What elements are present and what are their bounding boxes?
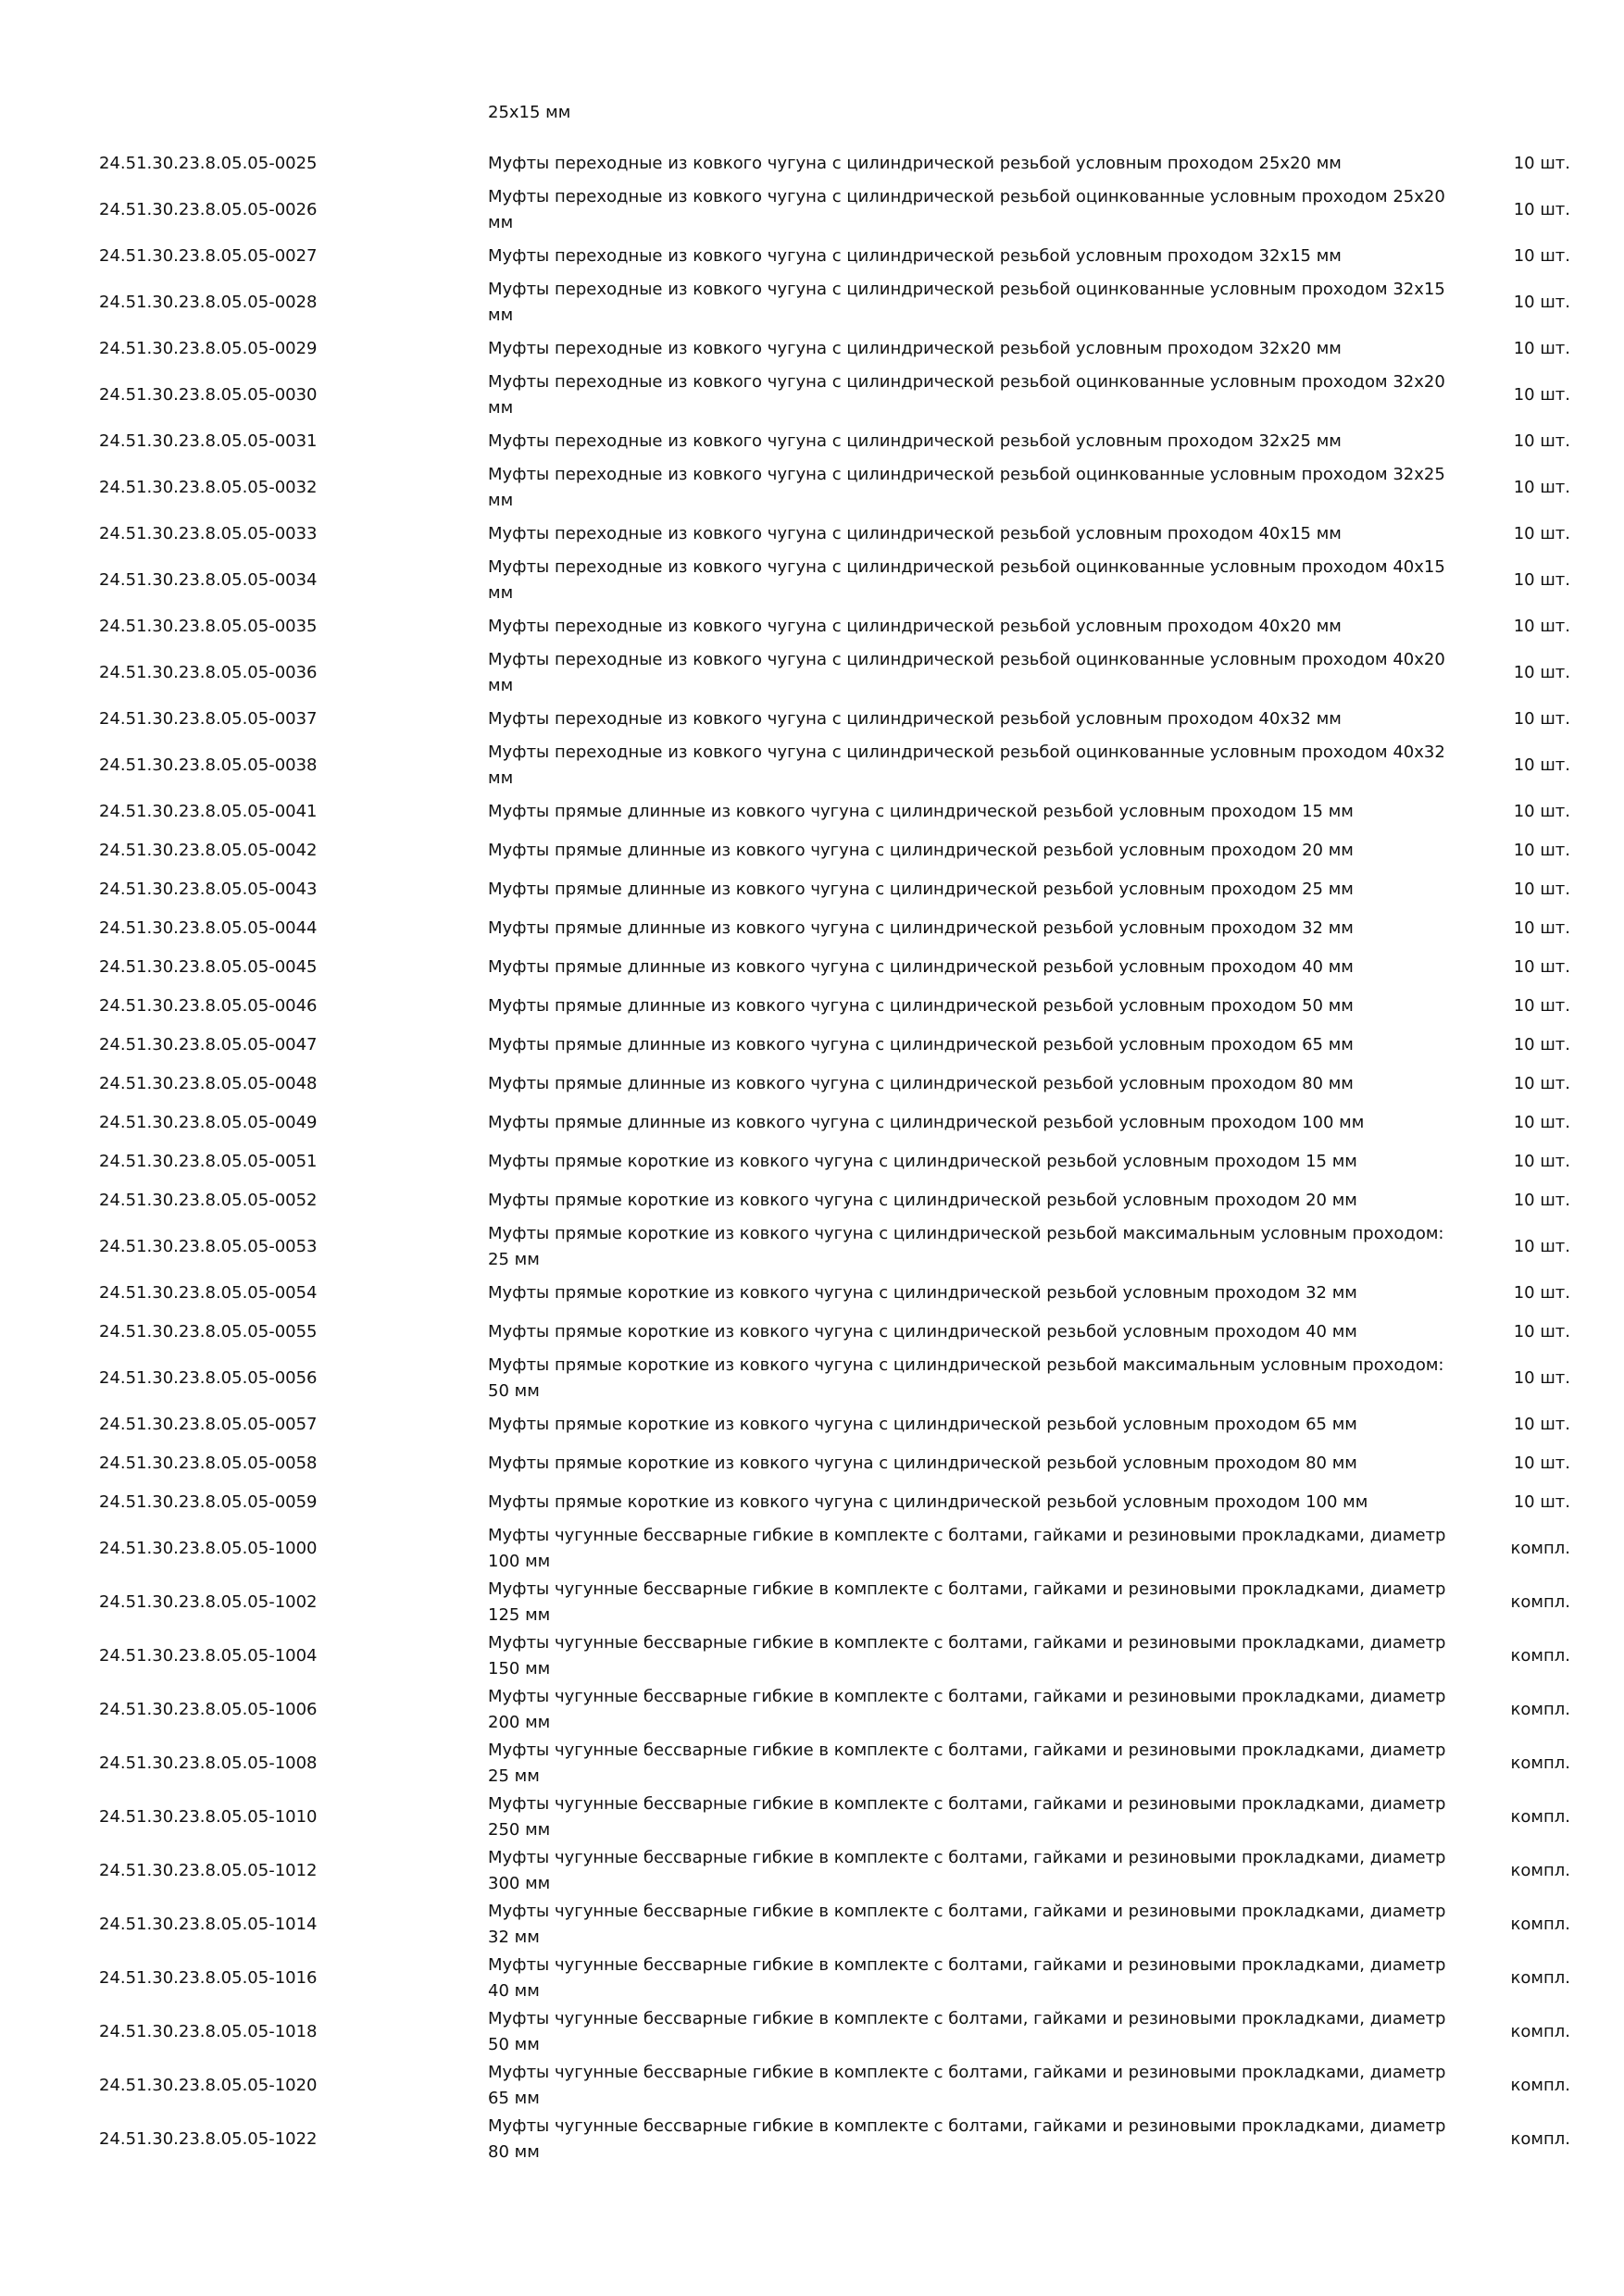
table-row — [0, 1104, 1624, 1142]
table-row — [0, 276, 1624, 330]
table-row — [0, 2005, 1624, 2059]
table-row — [0, 1629, 1624, 1683]
item-description: Муфты чугунные бессварные гибкие в комплекте с болтами, гайками и резиновыми прокладками, диаметр 65 мм — [488, 2063, 1446, 2108]
materials-table — [0, 144, 1624, 2166]
item-code: 24.51.30.23.8.05.05-0058 — [99, 1454, 318, 1473]
table-row — [0, 2059, 1624, 2113]
item-code: 24.51.30.23.8.05.05-0049 — [99, 1113, 318, 1132]
item-description: Муфты прямые длинные из ковкого чугуна с цилиндрической резьбой условным проходом 65 мм — [488, 1035, 1354, 1054]
item-code: 24.51.30.23.8.05.05-0055 — [99, 1322, 318, 1341]
item-description: Муфты переходные из ковкого чугуна с цилиндрической резьбой оцинкованные условным проходом 40x20 мм — [488, 650, 1445, 695]
item-unit: 10 шт. — [1513, 1035, 1570, 1054]
item-code: 24.51.30.23.8.05.05-0036 — [99, 663, 318, 682]
item-description: Муфты переходные из ковкого чугуна с цилиндрической резьбой оцинкованные условным проходом 40x15 мм — [488, 557, 1445, 603]
table-row — [0, 422, 1624, 461]
item-unit: компл. — [1510, 1592, 1570, 1612]
item-code: 24.51.30.23.8.05.05-0034 — [99, 570, 318, 590]
item-unit: компл. — [1510, 1807, 1570, 1827]
item-description: Муфты прямые короткие из ковкого чугуна с цилиндрической резьбой максимальным условным проходом: 50 мм — [488, 1355, 1444, 1401]
item-description: Муфты переходные из ковкого чугуна с цилиндрической резьбой условным проходом 32x25 мм — [488, 431, 1342, 451]
table-row — [0, 1026, 1624, 1065]
item-unit: 10 шт. — [1513, 841, 1570, 860]
item-unit: 10 шт. — [1513, 478, 1570, 497]
table-row — [0, 1352, 1624, 1405]
item-code: 24.51.30.23.8.05.05-0027 — [99, 246, 318, 266]
item-description: Муфты чугунные бессварные гибкие в комплекте с болтами, гайками и резиновыми прокладками, диаметр 50 мм — [488, 2009, 1446, 2054]
item-description: Муфты прямые длинные из ковкого чугуна с цилиндрической резьбой условным проходом 25 мм — [488, 880, 1354, 899]
item-description: Муфты переходные из ковкого чугуна с цилиндрической резьбой условным проходом 32x15 мм — [488, 246, 1342, 266]
item-unit: 10 шт. — [1513, 1237, 1570, 1256]
item-code: 24.51.30.23.8.05.05-0045 — [99, 957, 318, 977]
item-description: Муфты прямые короткие из ковкого чугуна с цилиндрической резьбой условным проходом 100 мм — [488, 1492, 1368, 1512]
item-unit: 10 шт. — [1513, 957, 1570, 977]
table-row — [0, 646, 1624, 700]
item-unit: 10 шт. — [1513, 663, 1570, 682]
item-description: Муфты чугунные бессварные гибкие в комплекте с болтами, гайками и резиновыми прокладками, диаметр 100 мм — [488, 1526, 1446, 1571]
item-description: Муфты чугунные бессварные гибкие в комплекте с болтами, гайками и резиновыми прокладками, диаметр 250 мм — [488, 1794, 1446, 1840]
table-row — [0, 368, 1624, 422]
table-row — [0, 1220, 1624, 1274]
item-description: Муфты прямые короткие из ковкого чугуна с цилиндрической резьбой условным проходом 65 мм — [488, 1415, 1357, 1434]
item-code: 24.51.30.23.8.05.05-1010 — [99, 1807, 318, 1827]
item-description: Муфты переходные из ковкого чугуна с цилиндрической резьбой оцинкованные условным проходом 32x15 мм — [488, 280, 1445, 325]
item-code: 24.51.30.23.8.05.05-1016 — [99, 1968, 318, 1988]
item-code: 24.51.30.23.8.05.05-0025 — [99, 154, 318, 173]
item-code: 24.51.30.23.8.05.05-0028 — [99, 293, 318, 312]
table-row — [0, 831, 1624, 870]
item-unit: 10 шт. — [1513, 431, 1570, 451]
table-row — [0, 1952, 1624, 2005]
item-description: Муфты прямые короткие из ковкого чугуна с цилиндрической резьбой условным проходом 80 мм — [488, 1454, 1357, 1473]
table-row — [0, 1483, 1624, 1522]
item-code: 24.51.30.23.8.05.05-0056 — [99, 1368, 318, 1388]
table-row — [0, 461, 1624, 515]
table-row — [0, 739, 1624, 792]
item-description: Муфты чугунные бессварные гибкие в комплекте с болтами, гайками и резиновыми прокладками, диаметр 300 мм — [488, 1848, 1446, 1893]
item-unit: 10 шт. — [1513, 918, 1570, 938]
item-description: Муфты прямые длинные из ковкого чугуна с цилиндрической резьбой условным проходом 100 мм — [488, 1113, 1365, 1132]
item-unit: компл. — [1510, 1700, 1570, 1719]
item-description: Муфты прямые длинные из ковкого чугуна с цилиндрической резьбой условным проходом 15 мм — [488, 802, 1354, 821]
item-code: 24.51.30.23.8.05.05-0044 — [99, 918, 318, 938]
table-row — [0, 1405, 1624, 1444]
item-description: Муфты прямые длинные из ковкого чугуна с цилиндрической резьбой условным проходом 20 мм — [488, 841, 1354, 860]
table-row — [0, 1313, 1624, 1352]
item-description: Муфты переходные из ковкого чугуна с цилиндрической резьбой оцинкованные условным проходом 25x20 мм — [488, 187, 1445, 232]
item-description: Муфты чугунные бессварные гибкие в комплекте с болтами, гайками и резиновыми прокладками, диаметр 125 мм — [488, 1579, 1446, 1625]
item-description: Муфты переходные из ковкого чугуна с цилиндрической резьбой условным проходом 32x20 мм — [488, 339, 1342, 358]
item-code: 24.51.30.23.8.05.05-0032 — [99, 478, 318, 497]
item-unit: 10 шт. — [1513, 570, 1570, 590]
item-code: 24.51.30.23.8.05.05-0041 — [99, 802, 318, 821]
item-unit: компл. — [1510, 1753, 1570, 1773]
table-row — [0, 948, 1624, 987]
item-description: Муфты прямые короткие из ковкого чугуна с цилиндрической резьбой условным проходом 15 мм — [488, 1152, 1357, 1171]
item-description: Муфты прямые короткие из ковкого чугуна с цилиндрической резьбой условным проходом 40 мм — [488, 1322, 1357, 1341]
table-row — [0, 1522, 1624, 1576]
item-unit: 10 шт. — [1513, 709, 1570, 729]
table-row — [0, 987, 1624, 1026]
item-description: Муфты переходные из ковкого чугуна с цилиндрической резьбой оцинкованные условным проходом 32x20 мм — [488, 372, 1445, 418]
item-code: 24.51.30.23.8.05.05-0033 — [99, 524, 318, 543]
table-row — [0, 792, 1624, 831]
item-unit: 10 шт. — [1513, 996, 1570, 1016]
item-unit: 10 шт. — [1513, 802, 1570, 821]
item-description: Муфты чугунные бессварные гибкие в комплекте с болтами, гайками и резиновыми прокладками, диаметр 25 мм — [488, 1741, 1446, 1786]
item-description: Муфты переходные из ковкого чугуна с цилиндрической резьбой условным проходом 40x32 мм — [488, 709, 1342, 729]
table-row — [0, 1737, 1624, 1791]
table-row — [0, 1576, 1624, 1629]
item-unit: компл. — [1510, 1915, 1570, 1934]
item-unit: 10 шт. — [1513, 246, 1570, 266]
item-code: 24.51.30.23.8.05.05-0051 — [99, 1152, 318, 1171]
item-unit: 10 шт. — [1513, 385, 1570, 405]
table-row — [0, 330, 1624, 368]
item-unit: 10 шт. — [1513, 1113, 1570, 1132]
item-description: Муфты переходные из ковкого чугуна с цилиндрической резьбой оцинкованные условным проходом 32x25 мм — [488, 465, 1445, 510]
item-unit: 10 шт. — [1513, 293, 1570, 312]
item-description: Муфты прямые длинные из ковкого чугуна с цилиндрической резьбой условным проходом 80 мм — [488, 1074, 1354, 1093]
item-description: Муфты прямые длинные из ковкого чугуна с цилиндрической резьбой условным проходом 50 мм — [488, 996, 1354, 1016]
item-code: 24.51.30.23.8.05.05-0037 — [99, 709, 318, 729]
item-code: 24.51.30.23.8.05.05-0048 — [99, 1074, 318, 1093]
table-row — [0, 1791, 1624, 1844]
item-unit: 10 шт. — [1513, 1152, 1570, 1171]
table-row — [0, 909, 1624, 948]
item-unit: 10 шт. — [1513, 1454, 1570, 1473]
item-description: Муфты чугунные бессварные гибкие в комплекте с болтами, гайками и резиновыми прокладками, диаметр 200 мм — [488, 1687, 1446, 1732]
item-description: Муфты переходные из ковкого чугуна с цилиндрической резьбой условным проходом 40x20 мм — [488, 617, 1342, 636]
item-unit: 10 шт. — [1513, 1492, 1570, 1512]
item-code: 24.51.30.23.8.05.05-0053 — [99, 1237, 318, 1256]
item-description: Муфты чугунные бессварные гибкие в комплекте с болтами, гайками и резиновыми прокладками, диаметр 32 мм — [488, 1902, 1446, 1947]
table-row — [0, 1142, 1624, 1181]
item-description: Муфты переходные из ковкого чугуна с цилиндрической резьбой оцинкованные условным проходом 40x32 мм — [488, 742, 1445, 788]
item-code: 24.51.30.23.8.05.05-1018 — [99, 2022, 318, 2041]
item-unit: 10 шт. — [1513, 880, 1570, 899]
item-code: 24.51.30.23.8.05.05-0038 — [99, 755, 318, 775]
item-description: Муфты прямые длинные из ковкого чугуна с цилиндрической резьбой условным проходом 32 мм — [488, 918, 1354, 938]
item-description: Муфты переходные из ковкого чугуна с цилиндрической резьбой условным проходом 40x15 мм — [488, 524, 1342, 543]
item-unit: 10 шт. — [1513, 755, 1570, 775]
item-unit: 10 шт. — [1513, 1322, 1570, 1341]
item-code: 24.51.30.23.8.05.05-0026 — [99, 200, 318, 219]
item-code: 24.51.30.23.8.05.05-0042 — [99, 841, 318, 860]
table-row — [0, 554, 1624, 607]
item-unit: 10 шт. — [1513, 617, 1570, 636]
item-unit: компл. — [1510, 1861, 1570, 1880]
item-code: 24.51.30.23.8.05.05-0054 — [99, 1283, 318, 1303]
table-row — [0, 1898, 1624, 1952]
item-code: 24.51.30.23.8.05.05-0029 — [99, 339, 318, 358]
item-description: Муфты переходные из ковкого чугуна с цилиндрической резьбой условным проходом 25x20 мм — [488, 154, 1342, 173]
item-code: 24.51.30.23.8.05.05-1000 — [99, 1539, 318, 1558]
item-code: 24.51.30.23.8.05.05-0059 — [99, 1492, 318, 1512]
item-unit: компл. — [1510, 1539, 1570, 1558]
item-code: 24.51.30.23.8.05.05-1012 — [99, 1861, 318, 1880]
table-row — [0, 870, 1624, 909]
item-code: 24.51.30.23.8.05.05-0052 — [99, 1191, 318, 1210]
item-description: Муфты прямые длинные из ковкого чугуна с цилиндрической резьбой условным проходом 40 мм — [488, 957, 1354, 977]
item-unit: компл. — [1510, 2129, 1570, 2149]
table-row — [0, 1844, 1624, 1898]
item-description: Муфты чугунные бессварные гибкие в комплекте с болтами, гайками и резиновыми прокладками, диаметр 150 мм — [488, 1633, 1446, 1678]
item-unit: компл. — [1510, 1968, 1570, 1988]
table-row — [0, 2113, 1624, 2166]
item-description: Муфты прямые короткие из ковкого чугуна с цилиндрической резьбой максимальным условным проходом: 25 мм — [488, 1224, 1444, 1269]
table-row — [0, 1181, 1624, 1220]
item-unit: 10 шт. — [1513, 1415, 1570, 1434]
item-code: 24.51.30.23.8.05.05-0047 — [99, 1035, 318, 1054]
item-unit: компл. — [1510, 2076, 1570, 2095]
item-unit: 10 шт. — [1513, 154, 1570, 173]
table-row — [0, 144, 1624, 183]
item-unit: компл. — [1510, 1646, 1570, 1666]
item-code: 24.51.30.23.8.05.05-1022 — [99, 2129, 318, 2149]
item-code: 24.51.30.23.8.05.05-1020 — [99, 2076, 318, 2095]
item-description: Муфты прямые короткие из ковкого чугуна с цилиндрической резьбой условным проходом 32 мм — [488, 1283, 1357, 1303]
item-unit: 10 шт. — [1513, 200, 1570, 219]
item-code: 24.51.30.23.8.05.05-0057 — [99, 1415, 318, 1434]
item-unit: 10 шт. — [1513, 524, 1570, 543]
table-row — [0, 1683, 1624, 1737]
table-row — [0, 515, 1624, 554]
continuation-text: 25x15 мм — [488, 103, 571, 122]
table-row — [0, 700, 1624, 739]
item-unit: 10 шт. — [1513, 1074, 1570, 1093]
item-code: 24.51.30.23.8.05.05-1006 — [99, 1700, 318, 1719]
item-unit: 10 шт. — [1513, 1368, 1570, 1388]
item-description: Муфты чугунные бессварные гибкие в комплекте с болтами, гайками и резиновыми прокладками, диаметр 40 мм — [488, 1955, 1446, 2001]
table-row — [0, 1065, 1624, 1104]
item-code: 24.51.30.23.8.05.05-1004 — [99, 1646, 318, 1666]
item-code: 24.51.30.23.8.05.05-0043 — [99, 880, 318, 899]
item-unit: компл. — [1510, 2022, 1570, 2041]
item-unit: 10 шт. — [1513, 339, 1570, 358]
item-unit: 10 шт. — [1513, 1191, 1570, 1210]
item-code: 24.51.30.23.8.05.05-0035 — [99, 617, 318, 636]
item-code: 24.51.30.23.8.05.05-1014 — [99, 1915, 318, 1934]
table-row — [0, 607, 1624, 646]
table-row — [0, 1274, 1624, 1313]
item-code: 24.51.30.23.8.05.05-1002 — [99, 1592, 318, 1612]
table-row — [0, 237, 1624, 276]
item-unit: 10 шт. — [1513, 1283, 1570, 1303]
item-description: Муфты прямые короткие из ковкого чугуна с цилиндрической резьбой условным проходом 20 мм — [488, 1191, 1357, 1210]
table-row — [0, 183, 1624, 237]
item-description: Муфты чугунные бессварные гибкие в комплекте с болтами, гайками и резиновыми прокладками, диаметр 80 мм — [488, 2116, 1446, 2162]
table-row — [0, 1444, 1624, 1483]
item-code: 24.51.30.23.8.05.05-1008 — [99, 1753, 318, 1773]
item-code: 24.51.30.23.8.05.05-0031 — [99, 431, 318, 451]
item-code: 24.51.30.23.8.05.05-0030 — [99, 385, 318, 405]
item-code: 24.51.30.23.8.05.05-0046 — [99, 996, 318, 1016]
